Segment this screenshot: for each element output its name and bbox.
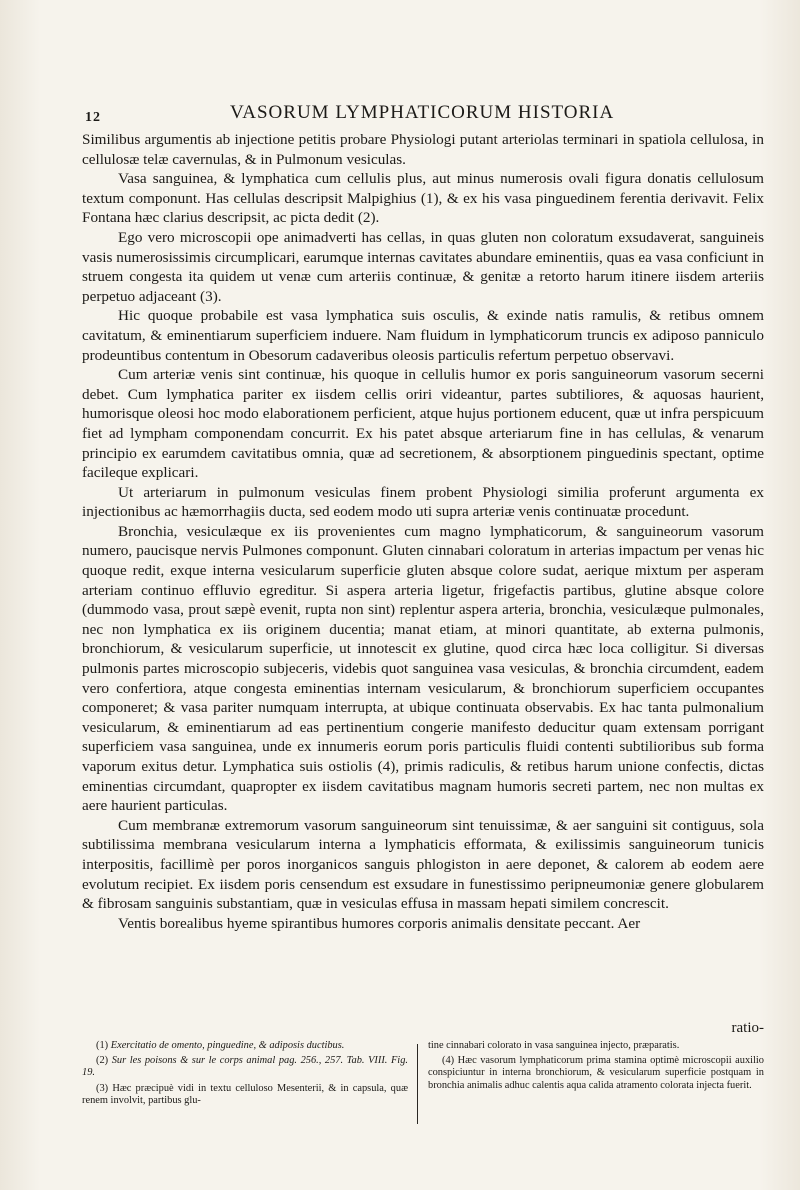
footnote-ref: (4) [442, 1055, 455, 1067]
paragraph: Cum arteriæ venis sint continuæ, his quoque in cellulis humor ex poris sanguineorum vasorum secerni debet. Cum lymphatica pariter ex iisdem cellis oriri videantur, partes subtiliores, & aquosas haurient, humorisque oleosi hoc modo elaborationem perficient, atque hujus portionem educent, quæ ut infra perspicuum fiet ad lympham componendam concurrit. Ex his patet absque arteriarum fine in has cellulas, & venarum principio ex earumdem cavitatibus omnia, quæ ad secretionem, & absorptionem pinguedinis spectant, optime facileque explicari. [82, 366, 764, 482]
page-header [85, 102, 765, 130]
footnote-divider [417, 1044, 418, 1124]
paragraph: Cum membranæ extremorum vasorum sanguineorum sint tenuissimæ, & aer sanguini sit contiguus, sola subtilissima membrana vesicularum interna a lymphaticis efformata, & exilissimis sanguineorum tunicis interpositis, facillimè per poros inorganicos sanguis phlogiston in aere deponet, & calorem ab eodem aere evolutum recipiet. Ex iisdem poris censendum est exsudare in funestissimo peripneumoniæ genere globularem & fibrosam sanguinis substantiam, quæ in vesiculas effusa in massam hepati similem concrescit. [82, 816, 764, 913]
paragraph: Similibus argumentis ab injectione petitis probare Physiologi putant arteriolas terminari in spatiola cellulosa, in cellulosæ telæ cavernulas, & in Pulmonum vesiculas. [82, 131, 764, 168]
body-text [82, 130, 764, 933]
footnote-ref: (3) [96, 1082, 109, 1094]
footnotes-left-column [82, 1040, 408, 1110]
paragraph: Ut arteriarum in pulmonum vesiculas finem probent Physiologi similia proferunt argumenta ex injectionibus ac hæmorrhagiis ducta, sed eodem modo uti supra arteriæ venis continuatæ procedunt. [82, 483, 764, 521]
paragraph: Ego vero microscopii ope animadverti has cellas, in quas gluten non coloratum exsudaverat, sanguineis vasis numerosissimis circumplicari, earumque internas cavitates abundare eminentiis, quas ea vasa conficiunt in struem congesta ita quidem ut venæ cum arteriis continuæ, & genitæ a retorto harum itinere iisdem arteriis perpetuo adjaceant (3). [82, 228, 764, 305]
paragraph: Hic quoque probabile est vasa lymphatica suis osculis, & exinde natis ramulis, & retibus omnem cavitatum, & eminentiarum superficiem induere. Nam fluidum in lymphaticorum truncis ex adiposo panniculo prodeuntibus contentum in Obesorum cadaveribus oleosis particulis refertum perpetuo observavi. [82, 307, 764, 364]
catchword: ratio- [731, 1020, 764, 1036]
footnote [82, 1083, 408, 1107]
footnote [428, 1055, 764, 1092]
footnotes [82, 1040, 764, 1130]
footnote-ref: (1) [96, 1040, 109, 1051]
footnote-text: Hæc præcipuè vidi in textu celluloso Mesenterii, & in capsula, quæ renem involvit, partibus glu- [82, 1082, 408, 1106]
running-title: VASORUM LYMPHATICORUM HISTORIA [230, 102, 615, 123]
footnote [82, 1040, 408, 1052]
footnote-text: Hæc vasorum lymphaticorum prima stamina optimè microscopii auxilio conspiciuntur in interna bronchiorum, & vesicularum superficie postquam in bronchia animalis adhuc calentis aqua calida atramento colorata injecta fuerit. [428, 1055, 764, 1091]
paragraph: Ventis borealibus hyeme spirantibus humores corporis animalis densitate peccant. Aer [118, 914, 641, 932]
footnote [82, 1055, 408, 1079]
paragraph: Vasa sanguinea, & lymphatica cum cellulis plus, aut minus numerosis ovali figura donatis cellulosum textum componunt. Has cellulas descripsit Malpighius (1), & ex his vasa pinguedinem ferentia derivavit. Felix Fontana hæc clarius descripsit, ac picta dedit (2). [82, 170, 764, 227]
paragraph: Bronchia, vesiculæque ex iis provenientes cum magno lymphaticorum, & sanguineorum vasorum numero, paucisque nervis Pulmones componunt. Gluten cinnabari coloratum in arterias impactum per venas hic quoque redit, exque interna vesicularum superficie gluten absque colore sudat, aerique mixtum per asperam arteriam continuo effluvio egreditur. Si aspera arteria ligetur, frigefactis partibus, glutine absque colore (dummodo vasa, prout sæpè evenit, rupta non sint) replentur aspera arteria, bronchia, vesiculæque pulmonales, nec non lymphatica ex iis originem ducentia; manat etiam, at minori quantitate, ab externa pulmonis, bronchiorum, & vesicularum superficie, ut innotescit ex glutine, quod circa hæc loca colligitur. Si diversas pulmonis partes microscopio subjeceris, videbis quot sanguinea vasa vesiculas, & bronchia circumdent, eadem vero confertiora, atque congesta eminentias internam vesicularum, & bronchiorum superficiem occupantes componeret; & vasa pariter numquam interrupta, at ubique continuata observabis. Ex hac tanta pulmonalium vesicularum, & eminentiarum ad eas pertinentium congerie manifesto deducitur quam extensam porrigant superficiem vasa sanguinea, unde ex innumeris eorum poris particulis fluidi contenti subtilioribus sub forma vaporum exitus detur. Lymphatica suis ostiolis (4), primis radiculis, & retibus harum unione confectis, dictas eminentias circumdant, quapropter ex iisdem cavitatibus magnam humoris secreti partem, nec non multas ex aere haurient particulas. [82, 522, 764, 815]
footnote-text: Sur les poisons & sur le corps animal pag. 256., 257. Tab. VIII. Fig. 19. [82, 1055, 408, 1079]
footnote-text: tine cinnabari colorato in vasa sanguinea injecto, præparatis. [428, 1040, 680, 1051]
footnotes-right-column [428, 1040, 764, 1095]
page-number: 12 [85, 110, 101, 125]
footnote-ref: (2) [96, 1055, 109, 1067]
footnote-text: Exercitatio de omento, pinguedine, & adiposis ductibus. [110, 1040, 345, 1051]
footnote [428, 1040, 764, 1052]
